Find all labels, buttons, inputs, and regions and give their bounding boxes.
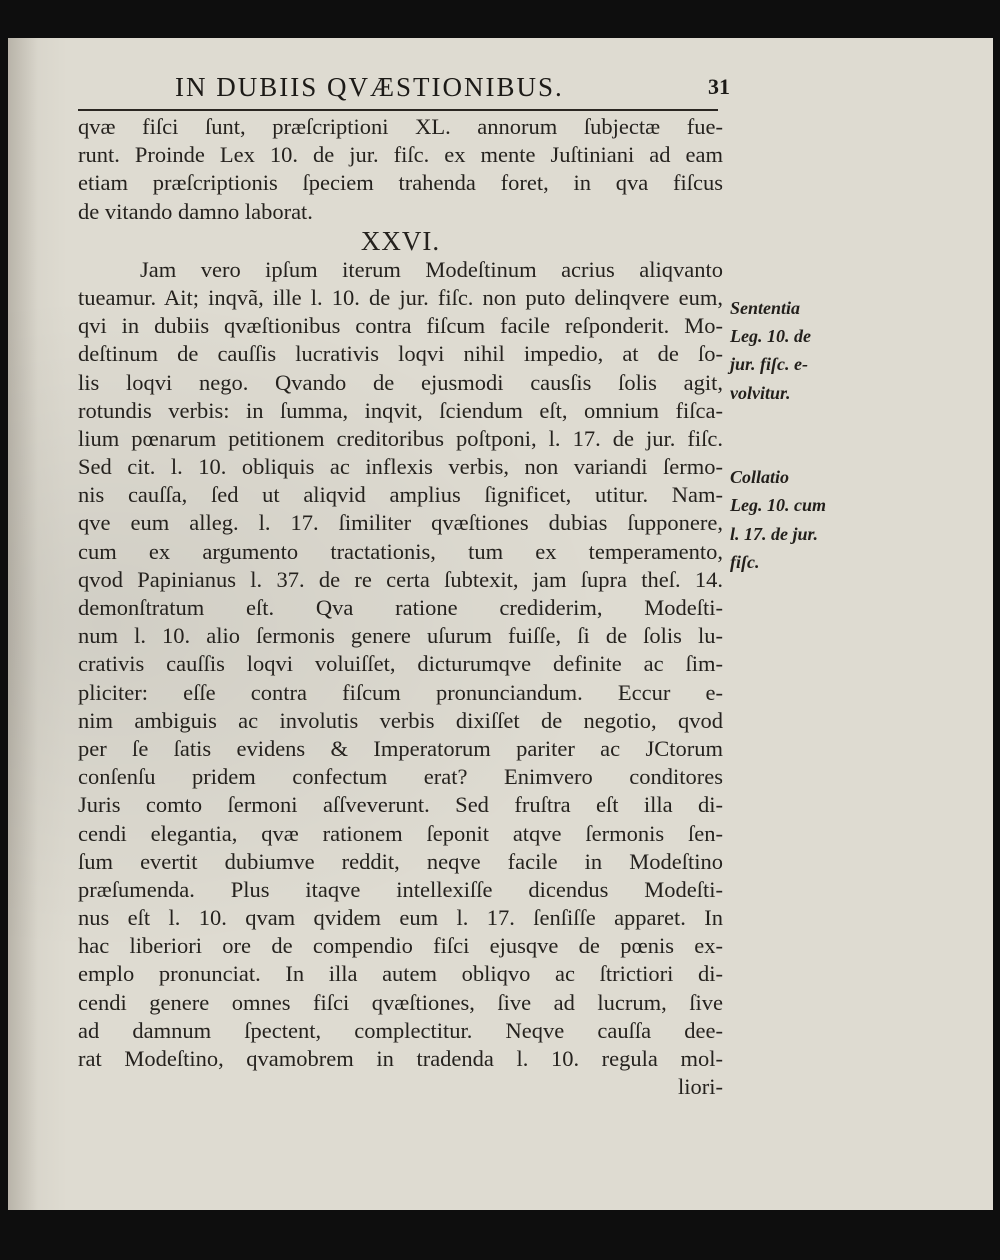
text-line: qvæ fiſci ſunt, præſcriptioni XL. annorum ſubjectæ fue- <box>78 114 723 139</box>
catchword: liori- <box>678 1074 723 1100</box>
text-line: ſum evertit dubiumve reddit, neqve facile in Modeſtino <box>78 848 723 874</box>
text-line: tueamur. Ait; inqvã, ille l. 10. de jur. fiſc. non puto delinqvere eum, <box>78 284 723 310</box>
text-line: etiam præſcriptionis ſpeciem trahenda foret, in qva fiſcus <box>78 170 723 196</box>
text-line: deſtinum de cauſſis lucrativis loqvi nihil impedio, at de ſo- <box>78 341 723 367</box>
text-line: num l. 10. alio ſermonis genere uſurum fuiſſe, ſi de ſolis lu- <box>78 623 723 649</box>
section-heading: XXVI. <box>360 225 441 256</box>
text-line: crativis cauſſis loqvi voluiſſet, dicturumqve definite ac ſim- <box>78 651 723 677</box>
margin-note-line: Collatio <box>730 467 790 488</box>
text-line: cendi genere omnes fiſci qvæſtiones, ſive ad lucrum, ſive <box>78 989 723 1015</box>
text-line: rotundis verbis: in ſumma, inqvit, ſciendum eſt, omnium fiſca- <box>78 397 723 423</box>
text-line: cum ex argumento tractationis, tum ex temperamento, <box>78 538 723 564</box>
margin-note-line: Sententia <box>730 298 801 318</box>
margin-note-line: volvitur. <box>730 382 791 403</box>
text-line: lis loqvi nego. Qvando de ejusmodi causſis ſolis agit, <box>78 369 723 395</box>
margin-note-line: Leg. 10. de <box>730 326 811 347</box>
margin-gap <box>730 407 850 463</box>
text-line: nus eſt l. 10. qvam qvidem eum l. 17. ſenſiſſe apparet. In <box>78 905 723 931</box>
text-line: nis cauſſa, ſed ut aliqvid amplius ſignificet, utitur. Nam- <box>78 482 723 508</box>
gutter-shadow <box>8 38 38 1210</box>
margin-notes <box>730 294 850 576</box>
text-line: rat Modeſtino, qvamobrem in tradenda l. 10. regula mol- <box>78 1046 723 1071</box>
margin-note-line: l. 17. de jur. <box>730 523 819 544</box>
text-line: runt. Proinde Lex 10. de jur. fiſc. ex mente Juſtiniani ad eam <box>78 142 723 168</box>
header-rule <box>78 109 718 111</box>
text-line: pliciter: eſſe contra fiſcum pronunciandum. Eccur e- <box>78 679 723 705</box>
text-line: emplo pronunciat. In illa autem obliqvo ac ſtrictiori di- <box>78 961 723 987</box>
main-text-block <box>78 113 723 1101</box>
text-line: per ſe ſatis evidens & Imperatorum pariter ac JCtorum <box>78 735 723 761</box>
text-line: cendi elegantia, qvæ rationem ſeponit atqve ſermonis ſen- <box>78 820 723 846</box>
running-head: IN DUBIIS QVÆSTIONIBUS. <box>175 72 564 102</box>
text-line: hac liberiori ore de compendio fiſci ejusqve de pœnis ex- <box>78 933 723 959</box>
text-line: nim ambiguis ac involutis verbis dixiſſet de negotio, qvod <box>78 707 723 733</box>
text-line: qvod Papinianus l. 37. de re certa ſubtexit, jam ſupra theſ. 14. <box>78 566 723 592</box>
margin-note-line: fiſc. <box>730 551 760 572</box>
text-line: Jam vero ipſum iterum Modeſtinum acrius aliqvanto <box>140 256 723 282</box>
margin-note-line: Leg. 10. cum <box>730 495 826 516</box>
text-line: lium pœnarum petitionem creditoribus poſtponi, l. 17. de jur. fiſc. <box>78 425 723 451</box>
margin-note-line: jur. fiſc. e- <box>730 354 808 375</box>
text-line: conſenſu pridem confectum erat? Enimvero conditores <box>78 764 723 790</box>
text-line: ad damnum ſpectent, complectitur. Neqve cauſſa dee- <box>78 1017 723 1043</box>
text-line: qve eum alleg. l. 17. ſimiliter qvæſtiones dubias ſupponere, <box>78 510 723 536</box>
text-line: de vitando damno laborat. <box>78 198 313 224</box>
text-line: Juris comto ſermoni aſſveverunt. Sed fruſtra eſt illa di- <box>78 792 723 818</box>
text-line: præſumenda. Plus itaqve intellexiſſe dicendus Modeſti- <box>78 876 723 902</box>
text-line: Sed cit. l. 10. obliquis ac inflexis verbis, non variandi ſermo- <box>78 454 723 480</box>
text-line: qvi in dubiis qvæſtionibus contra fiſcum facile reſponderit. Mo- <box>78 313 723 339</box>
text-line: demonſtratum eſt. Qva ratione crediderim, Modeſti- <box>78 595 723 620</box>
page-header <box>170 72 730 106</box>
page-number: 31 <box>708 74 730 99</box>
